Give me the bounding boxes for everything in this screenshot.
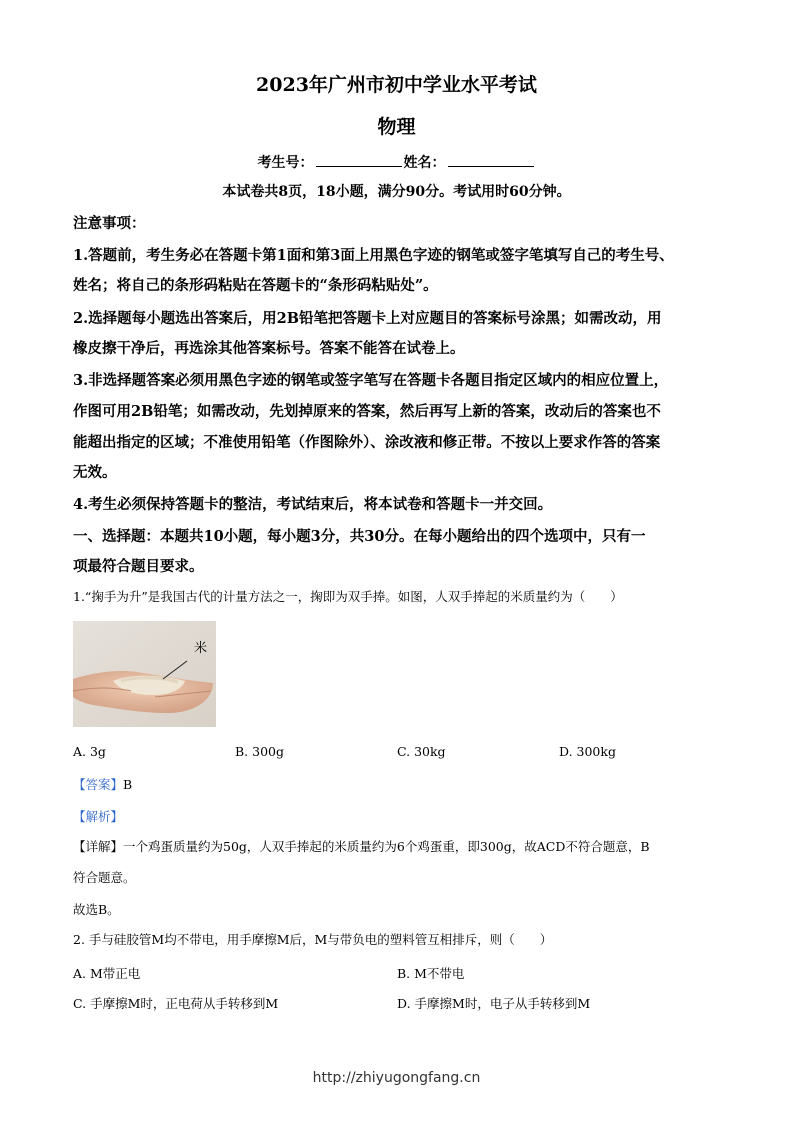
q1-option-a: A. 3g [73,744,106,759]
q2-stem: 2. 手与硅胶管M均不带电，用手摩擦M后，M与带负电的塑料管互相排斥，则（ ） [73,932,553,947]
q2-option-a: A. M带正电 [73,966,141,981]
notice-item-3-line-4: 无效。 [73,464,117,481]
q1-conclusion: 故选B。 [73,902,120,917]
exam-number-label: 考生号： [257,155,314,171]
hands-holding-rice-image [73,621,216,727]
exam-title: 2023年广州市初中学业水平考试 [256,74,537,96]
exam-number-blank [316,154,402,167]
name-blank [448,154,534,167]
q1-detail-line-2: 符合题意。 [73,870,136,885]
q1-answer-line [73,776,723,794]
section-1-line-2: 项最符合题目要求。 [73,558,204,575]
notice-item-1-line-1: 1.答题前，考生务必在答题卡第1面和第3面上用黑色字迹的钢笔或签字笔填写自己的考生号、 [73,247,674,264]
notice-heading: 注意事项： [73,215,146,232]
notice-item-1-line-2: 姓名；将自己的条形码粘贴在答题卡的“条形码粘贴处”。 [73,277,438,294]
q1-detail-line-1 [73,838,723,856]
rice-label: 米 [194,641,208,656]
q1-option-c: C. 30kg [397,744,446,759]
subject-title: 物理 [377,116,416,138]
candidate-info-line [0,152,793,172]
detail-tag: 【详解】 [73,839,124,854]
section-1-line-1: 一、选择题：本题共10小题，每小题3分，共30分。在每小题给出的四个选项中，只有一 [73,528,646,545]
q1-option-d: D. 300kg [559,744,616,759]
exam-info: 本试卷共8页，18小题，满分90分。考试用时60分钟。 [222,184,571,200]
notice-item-3-line-1: 3.非选择题答案必须用黑色字迹的钢笔或签字笔写在答题卡各题目指定区域内的相应位置上， [73,372,669,389]
q1-stem: 1.“掬手为升”是我国古代的计量方法之一，掬即为双手捧。如图，人双手捧起的米质量约为（ ） [73,589,623,604]
notice-item-2-line-2: 橡皮擦干净后，再选涂其他答案标号。答案不能答在试卷上。 [73,340,465,357]
notice-item-4: 4.考生必须保持答题卡的整洁，考试结束后，将本试卷和答题卡一并交回。 [73,496,553,513]
notice-item-3-line-2: 作图可用2B铅笔；如需改动，先划掉原来的答案，然后再写上新的答案，改动后的答案也不 [73,403,661,420]
footer-url: http://zhiyugongfang.cn [312,1070,481,1086]
q2-option-b: B. M不带电 [397,966,465,981]
answer-value: B [123,777,133,792]
q2-option-d: D. 手摩擦M时，电子从手转移到M [397,996,591,1011]
q1-option-b: B. 300g [235,744,284,759]
answer-tag: 【答案】 [73,777,124,792]
q2-option-c: C. 手摩擦M时，正电荷从手转移到M [73,996,279,1011]
analysis-tag: 【解析】 [73,809,124,824]
detail-text: 一个鸡蛋质量约为50g，人双手捧起的米质量约为6个鸡蛋重，即300g，故ACD不符合题意，B [123,839,650,854]
notice-item-3-line-3: 能超出指定的区域；不准使用铅笔（作图除外）、涂改液和修正带。不按以上要求作答的答案 [73,434,661,451]
name-label: 姓名： [403,155,446,171]
notice-item-2-line-1: 2.选择题每小题选出答案后，用2B铅笔把答题卡上对应题目的答案标号涂黑；如需改动，用 [73,310,662,327]
